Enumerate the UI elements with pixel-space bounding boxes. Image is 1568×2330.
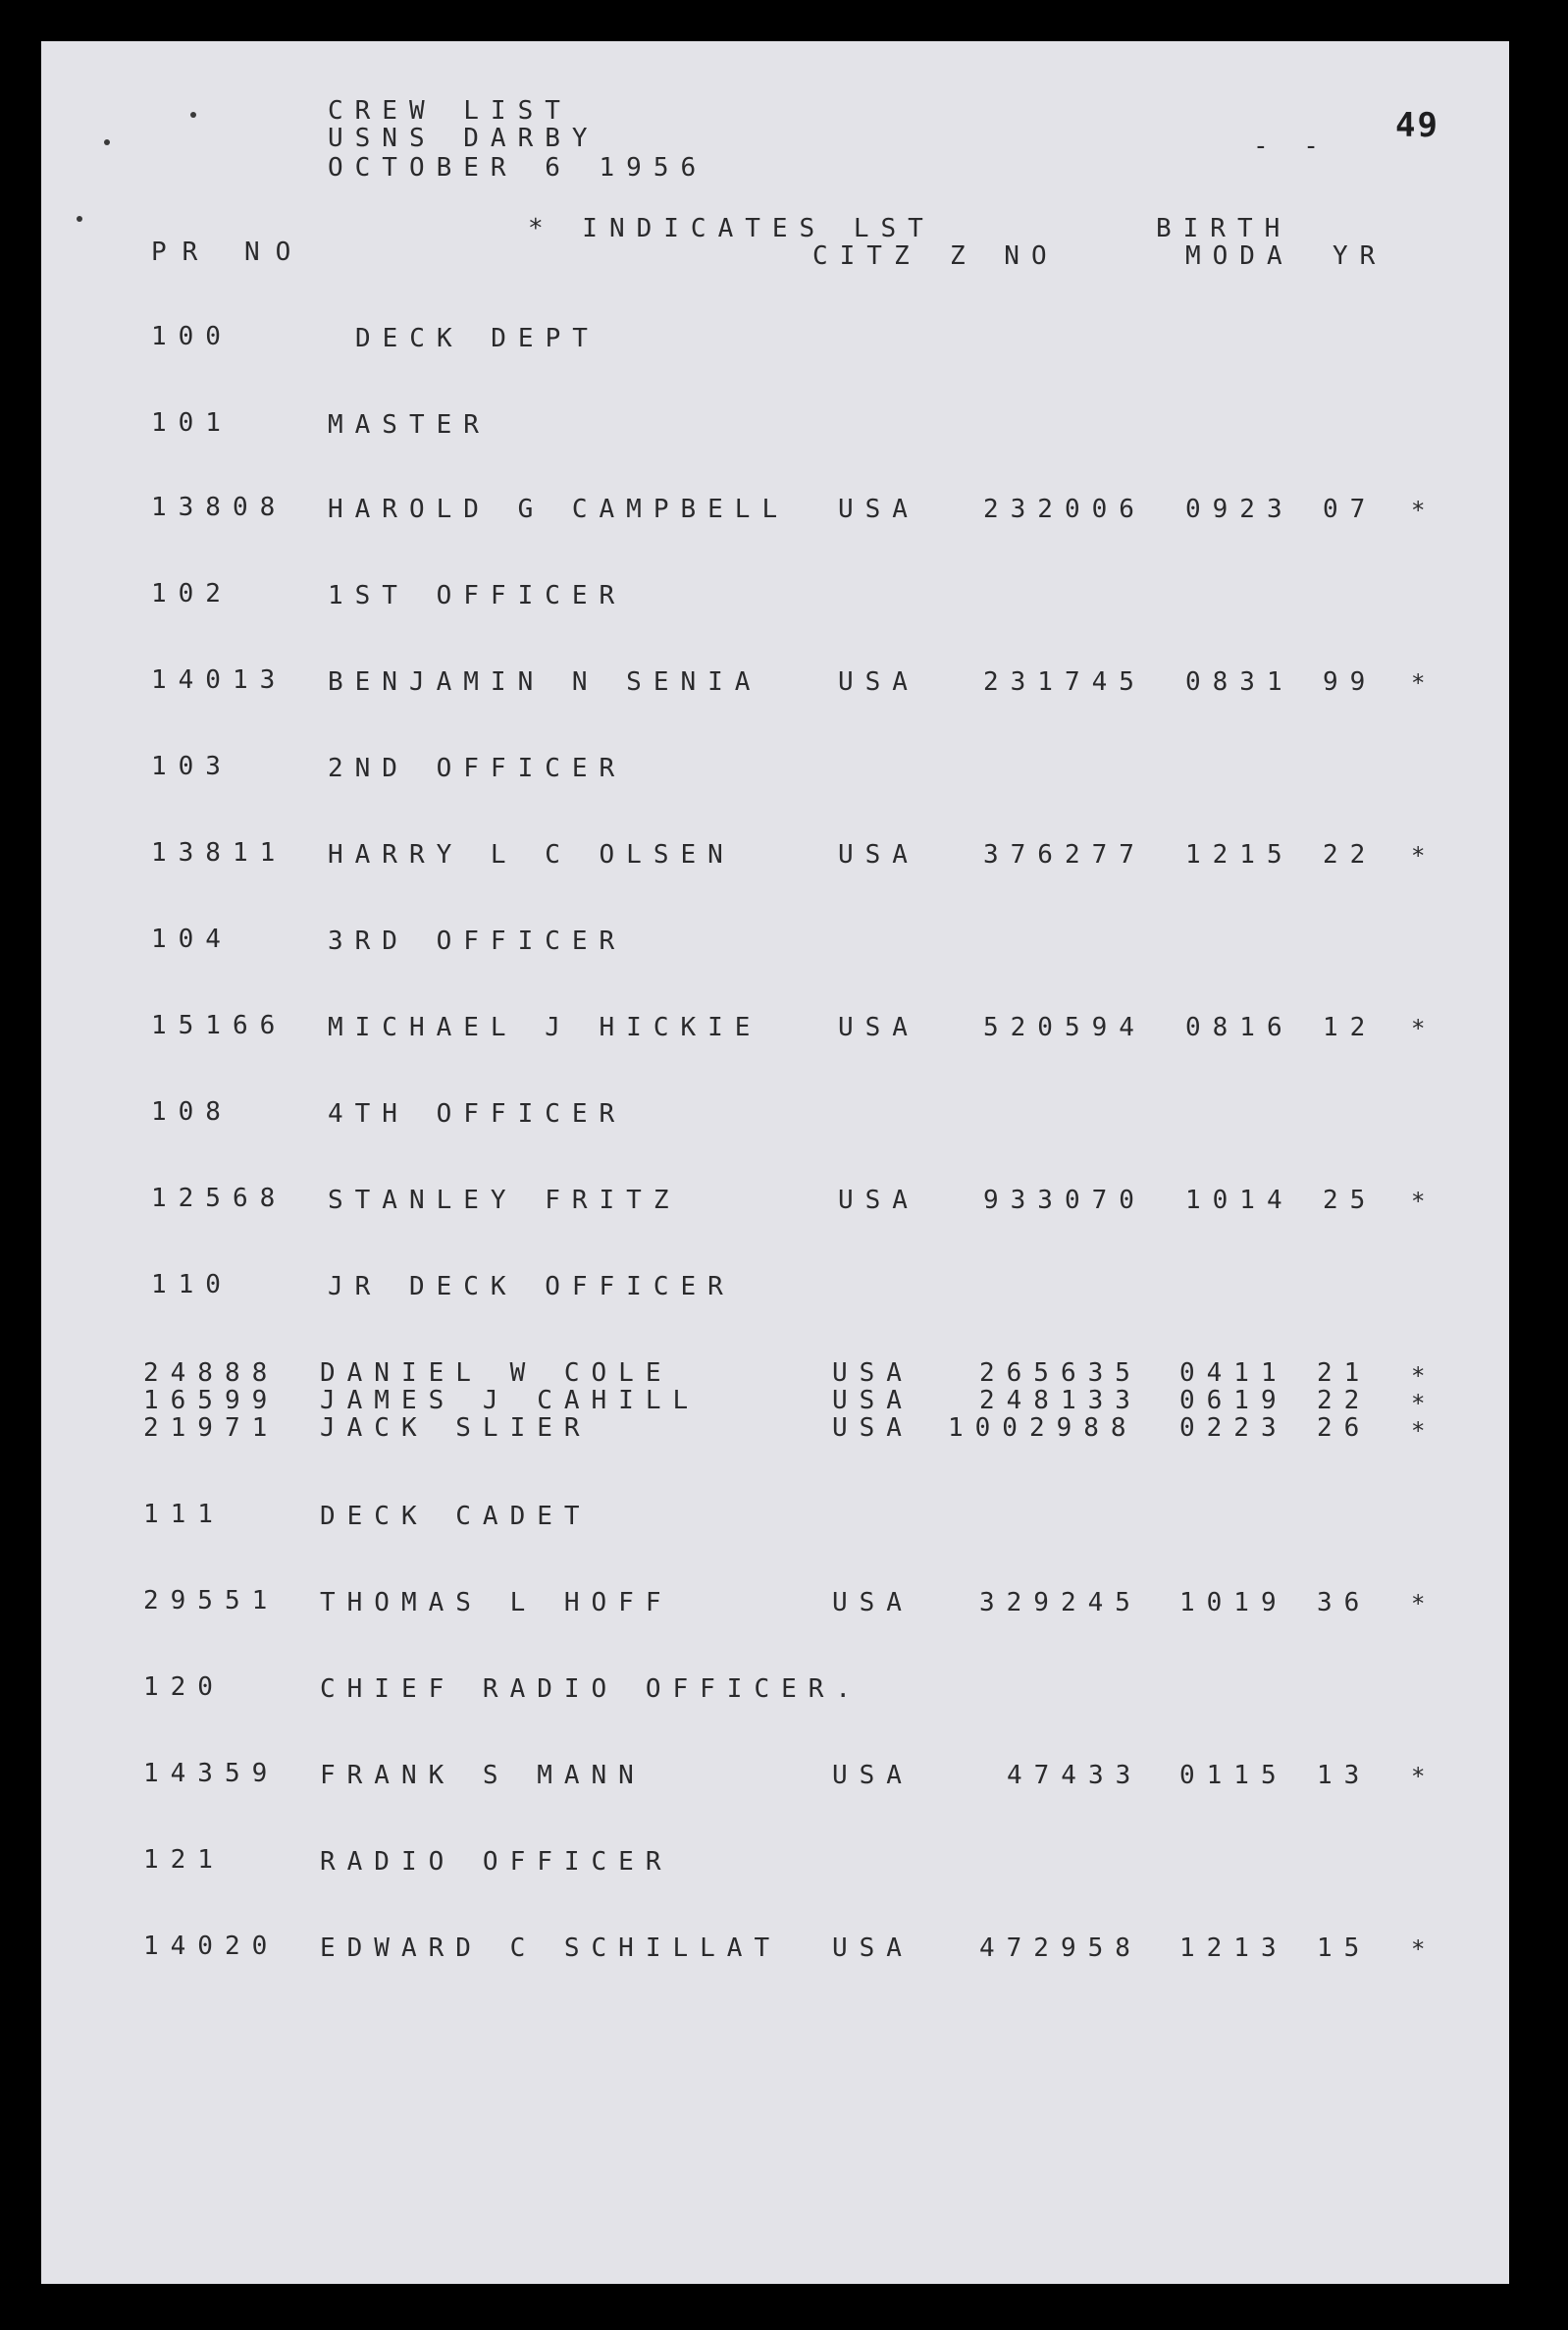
crew-name: JAMES J CAHILL (320, 1386, 701, 1415)
crew-birth-yr: 22 (1317, 1386, 1372, 1415)
header-birth: BIRTH (1156, 214, 1292, 243)
position-pr-number: 110 (151, 1270, 233, 1299)
crew-citizenship: USA (832, 1588, 914, 1617)
lst-marker: * (1411, 497, 1432, 524)
position-title: 3RD OFFICER (328, 927, 627, 956)
lst-marker: * (1411, 1362, 1432, 1390)
crew-number: 24888 (143, 1358, 280, 1388)
crew-birth-moda: 0115 (1179, 1761, 1288, 1790)
crew-number: 13811 (151, 838, 287, 868)
crew-number: 29551 (143, 1586, 280, 1615)
crew-z-number: 933070 (983, 1186, 1146, 1215)
position-pr-number: 101 (151, 408, 233, 438)
position-title: 4TH OFFICER (328, 1099, 627, 1129)
header-lst-note: * INDICATES LST (528, 214, 935, 243)
crew-birth-yr: 22 (1323, 840, 1378, 870)
crew-z-number: 376277 (983, 840, 1146, 870)
crew-number: 16599 (143, 1386, 280, 1415)
crew-number: 14013 (151, 665, 287, 695)
lst-marker: * (1411, 1417, 1432, 1445)
position-pr-number: 104 (151, 925, 233, 954)
crew-z-number: 232006 (983, 495, 1146, 524)
crew-number: 14359 (143, 1759, 280, 1788)
crew-number: 15166 (151, 1011, 287, 1040)
crew-citizenship: USA (832, 1358, 914, 1388)
crew-birth-yr: 26 (1317, 1413, 1372, 1443)
header-yr: YR (1333, 241, 1387, 271)
crew-citizenship: USA (832, 1386, 914, 1415)
crew-z-number: 231745 (983, 667, 1146, 697)
crew-birth-yr: 36 (1317, 1588, 1372, 1617)
typed-crew-list-page (41, 41, 1509, 2284)
crew-name: BENJAMIN N SENIA (328, 667, 762, 697)
crew-birth-yr: 12 (1323, 1013, 1378, 1042)
page-number-dash: - - (1253, 132, 1329, 161)
position-pr-number: 103 (151, 752, 233, 781)
crew-birth-moda: 0223 (1179, 1413, 1288, 1443)
crew-name: STANLEY FRITZ (328, 1186, 681, 1215)
position-title: RADIO OFFICER (320, 1847, 673, 1877)
crew-z-number: 248133 (979, 1386, 1142, 1415)
crew-citizenship: USA (838, 495, 919, 524)
crew-name: JACK SLIER (320, 1413, 592, 1443)
lst-marker: * (1411, 1590, 1432, 1617)
crew-birth-yr: 99 (1323, 667, 1378, 697)
header-line-crew-list: CREW LIST (328, 96, 572, 126)
crew-citizenship: USA (832, 1413, 914, 1443)
crew-z-number: 329245 (979, 1588, 1142, 1617)
lst-marker: * (1411, 1188, 1432, 1215)
position-pr-number: 120 (143, 1672, 225, 1702)
crew-birth-moda: 1019 (1179, 1588, 1288, 1617)
position-title: JR DECK OFFICER (328, 1272, 735, 1301)
crew-citizenship: USA (838, 840, 919, 870)
crew-birth-moda: 0619 (1179, 1386, 1288, 1415)
position-pr-number: 121 (143, 1845, 225, 1875)
crew-z-number: 47433 (1007, 1761, 1143, 1790)
header-pr-no: PR NO (151, 238, 307, 267)
header-line-ship: USNS DARBY (328, 124, 600, 153)
lst-marker: * (1411, 1015, 1432, 1042)
crew-citizenship: USA (832, 1761, 914, 1790)
lst-marker: * (1411, 669, 1432, 697)
crew-birth-moda: 0816 (1185, 1013, 1294, 1042)
crew-name: HARRY L C OLSEN (328, 840, 735, 870)
header-z-no: Z NO (950, 241, 1059, 271)
crew-number: 13808 (151, 493, 287, 522)
lst-marker: * (1411, 1390, 1432, 1417)
crew-birth-moda: 0411 (1179, 1358, 1288, 1388)
crew-citizenship: USA (838, 667, 919, 697)
crew-citizenship: USA (838, 1013, 919, 1042)
crew-birth-yr: 21 (1317, 1358, 1372, 1388)
position-pr-number: 108 (151, 1097, 233, 1127)
crew-birth-moda: 0831 (1185, 667, 1294, 697)
crew-birth-moda: 0923 (1185, 495, 1294, 524)
crew-z-number: 520594 (983, 1013, 1146, 1042)
crew-number: 12568 (151, 1184, 287, 1213)
crew-birth-moda: 1213 (1179, 1933, 1288, 1963)
crew-citizenship: USA (832, 1933, 914, 1963)
position-title: CHIEF RADIO OFFICER. (320, 1674, 863, 1704)
crew-number: 21971 (143, 1413, 280, 1443)
crew-z-number: 1002988 (948, 1413, 1138, 1443)
crew-name: HAROLD G CAMPBELL (328, 495, 790, 524)
position-pr-number: 102 (151, 579, 233, 609)
lst-marker: * (1411, 842, 1432, 870)
crew-z-number: 265635 (979, 1358, 1142, 1388)
crew-birth-yr: 13 (1317, 1761, 1372, 1790)
position-title: 2ND OFFICER (328, 754, 627, 783)
lst-marker: * (1411, 1763, 1432, 1790)
position-pr-number: 111 (143, 1500, 225, 1529)
crew-birth-yr: 25 (1323, 1186, 1378, 1215)
dept-pr-number: 100 (151, 322, 233, 351)
crew-name: DANIEL W COLE (320, 1358, 673, 1388)
dept-title: DECK DEPT (355, 324, 600, 353)
header-line-date: OCTOBER 6 1956 (328, 153, 708, 183)
lst-marker: * (1411, 1935, 1432, 1963)
position-title: MASTER (328, 410, 491, 440)
header-citz: CITZ (812, 241, 921, 271)
crew-number: 14020 (143, 1932, 280, 1961)
scan-speck (104, 139, 110, 145)
crew-name: EDWARD C SCHILLAT (320, 1933, 782, 1963)
crew-birth-yr: 07 (1323, 495, 1378, 524)
scan-speck (77, 216, 82, 222)
crew-name: MICHAEL J HICKIE (328, 1013, 762, 1042)
crew-birth-moda: 1014 (1185, 1186, 1294, 1215)
position-title: 1ST OFFICER (328, 581, 627, 610)
header-moda: MODA (1185, 241, 1294, 271)
crew-birth-moda: 1215 (1185, 840, 1294, 870)
crew-z-number: 472958 (979, 1933, 1142, 1963)
scan-speck (190, 112, 196, 118)
crew-name: THOMAS L HOFF (320, 1588, 673, 1617)
crew-name: FRANK S MANN (320, 1761, 646, 1790)
crew-birth-yr: 15 (1317, 1933, 1372, 1963)
position-title: DECK CADET (320, 1502, 592, 1531)
crew-citizenship: USA (838, 1186, 919, 1215)
page-number: 49 (1395, 106, 1439, 145)
